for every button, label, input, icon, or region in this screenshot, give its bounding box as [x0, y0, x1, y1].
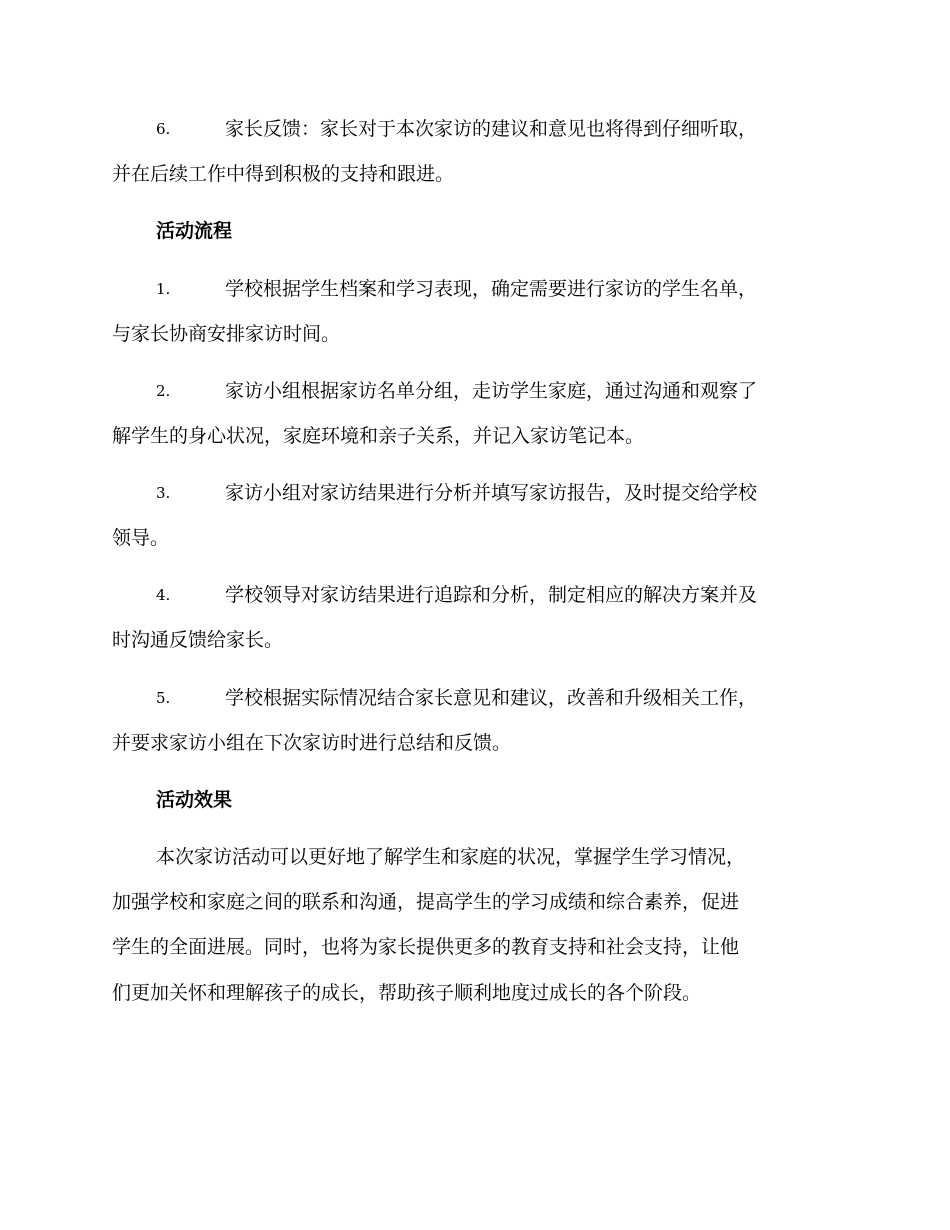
section-heading-process: 活动流程 — [156, 220, 233, 242]
list-item-5 — [112, 687, 832, 754]
list-text-line1: 家访小组根据家访名单分组，走访学生家庭，通过沟通和观察了 — [225, 380, 758, 402]
list-item-4 — [112, 584, 832, 651]
paragraph-line-3: 学生的全面进展。同时，也将为家长提供更多的教育支持和社会支持，让他 — [112, 936, 740, 958]
list-text-line2: 领导。 — [112, 527, 170, 549]
paragraph-line-1: 本次家访活动可以更好地了解学生和家庭的状况，掌握学生学习情况， — [156, 846, 746, 868]
list-text-line1: 家长反馈：家长对于本次家访的建议和意见也将得到仔细听取， — [225, 118, 758, 140]
list-number: 4. — [156, 586, 171, 604]
list-number: 5. — [156, 689, 171, 707]
section-heading-effect: 活动效果 — [156, 789, 233, 811]
list-text-line2: 解学生的身心状况，家庭环境和亲子关系，并记入家访笔记本。 — [112, 425, 645, 447]
list-item-1 — [112, 278, 832, 345]
list-item-6 — [112, 118, 832, 185]
list-number: 3. — [156, 484, 171, 502]
list-text-line2: 并在后续工作中得到积极的支持和跟进。 — [112, 163, 455, 185]
list-text-line1: 学校根据实际情况结合家长意见和建议，改善和升级相关工作， — [225, 687, 758, 709]
paragraph-line-4: 们更加关怀和理解孩子的成长，帮助孩子顺利地度过成长的各个阶段。 — [112, 982, 702, 1004]
list-text-line2: 并要求家访小组在下次家访时进行总结和反馈。 — [112, 732, 512, 754]
list-number: 1. — [156, 280, 171, 298]
paragraph-line-2: 加强学校和家庭之间的联系和沟通，提高学生的学习成绩和综合素养，促进 — [112, 891, 740, 913]
list-item-2 — [112, 380, 832, 447]
list-item-3 — [112, 482, 832, 549]
list-text-line2: 时沟通反馈给家长。 — [112, 629, 284, 651]
list-number: 2. — [156, 382, 171, 400]
list-text-line1: 学校根据学生档案和学习表现，确定需要进行家访的学生名单， — [225, 278, 758, 300]
list-number: 6. — [156, 120, 171, 138]
list-text-line2: 与家长协商安排家访时间。 — [112, 323, 341, 345]
list-text-line1: 家访小组对家访结果进行分析并填写家访报告，及时提交给学校 — [225, 482, 758, 504]
list-text-line1: 学校领导对家访结果进行追踪和分析，制定相应的解决方案并及 — [225, 584, 758, 606]
